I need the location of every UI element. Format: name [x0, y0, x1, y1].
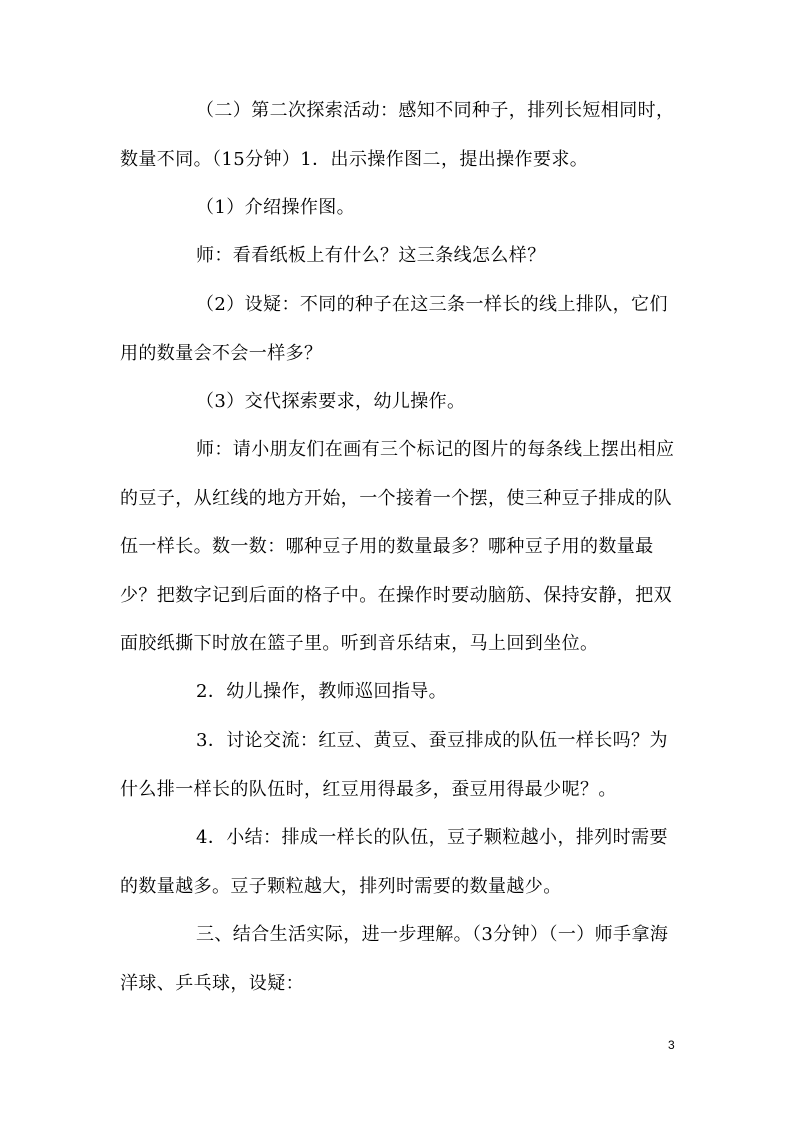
page-number: 3 [668, 1038, 675, 1052]
paragraph-discussion: 3．讨论交流：红豆、黄豆、蚕豆排成的队伍一样长吗？为什么排一样长的队伍时，红豆用得最多，蚕豆用得最少呢？。 [120, 730, 668, 800]
paragraph-section-three: 三、结合生活实际，进一步理解。（3分钟）（一）师手拿海洋球、乒乓球，设疑： [120, 924, 669, 994]
paragraph-children-operate: 2．幼儿操作，教师巡回指导。 [196, 681, 448, 702]
paragraph-summary: 4．小结：排成一样长的队伍，豆子颗粒越小，排列时需要的数量越多。豆子颗粒越大，排列时需要的数量越少。 [120, 827, 668, 897]
paragraph-question-setup: （2）设疑：不同的种子在这三条一样长的线上排队，它们用的数量会不会一样多？ [120, 294, 668, 364]
paragraph-intro-board: （1）介绍操作图。 [196, 197, 356, 218]
paragraph-second-exploration: （二）第二次探索活动：感知不同种子，排列长短相同时，数量不同。（15分钟）1．出示操作图二，提出操作要求。 [120, 100, 675, 170]
paragraph-teacher-instructions: 师：请小朋友们在画有三个标记的图片的每条线上摆出相应的豆子，从红线的地方开始，一个接着一个摆，使三种豆子排成的队伍一样长。数一数：哪种豆子用的数量最多？哪种豆子用的数量最少？把数字记到后面的格子中。在操作时要动脑筋、保持安静，把双面胶纸撕下时放在篮子里。听到音乐结束，马上回到坐位。 [120, 439, 675, 654]
paragraph-teacher-question: 师：看看纸板上有什么？这三条线怎么样？ [196, 245, 546, 266]
paragraph-requirements: （3）交代探索要求，幼儿操作。 [196, 391, 466, 412]
